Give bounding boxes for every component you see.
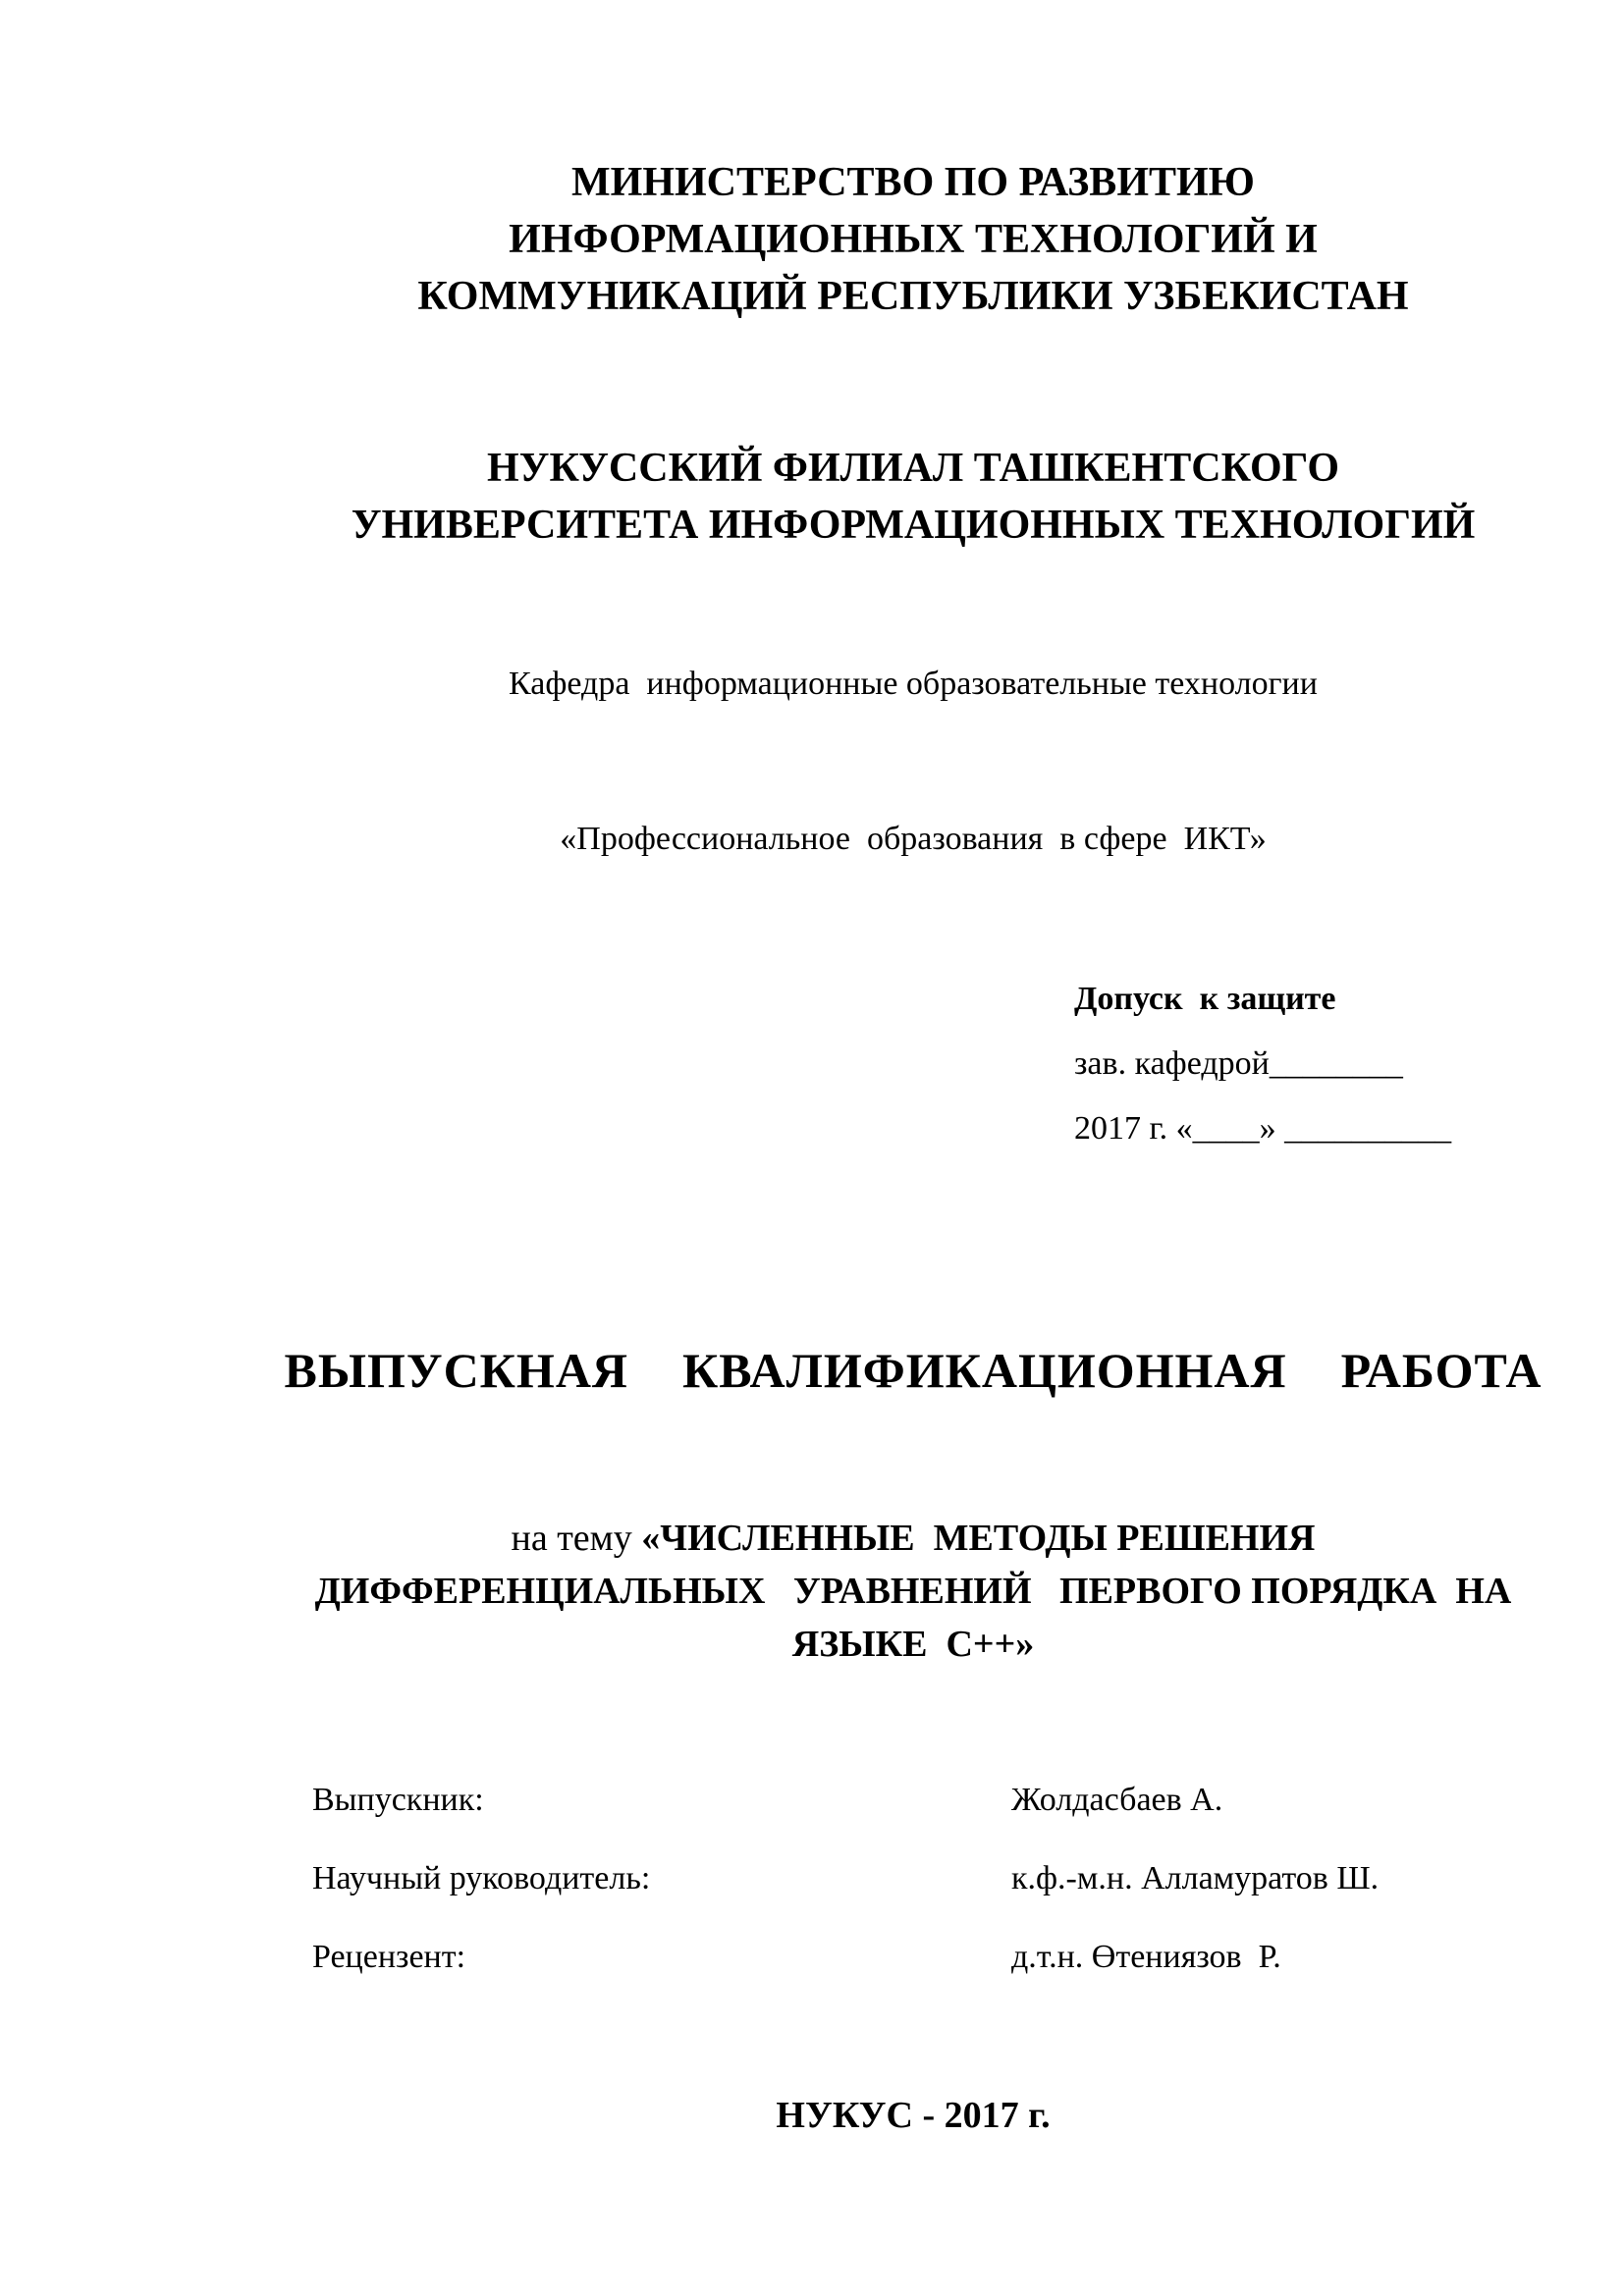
branch-line-2: УНИВЕРСИТЕТА ИНФОРМАЦИОННЫХ ТЕХНОЛОГИЙ <box>351 503 1476 548</box>
head-of-department-signature: зав. кафедрой________ <box>1074 1045 1403 1082</box>
graduate-label: Выпускник: <box>312 1782 484 1818</box>
reviewer-label: Рецензент: <box>312 1939 466 1975</box>
topic-line-2: ДИФФЕРЕНЦИАЛЬНЫХ УРАВНЕНИЙ ПЕРВОГО ПОРЯДКА НА <box>314 1571 1512 1612</box>
advisor-name: к.ф.-м.н. Алламуратов Ш. <box>1011 1860 1380 1896</box>
ministry-line-2: ИНФОРМАЦИОННЫХ ТЕХНОЛОГИЙ И <box>509 217 1318 262</box>
thesis-topic <box>226 1512 1600 1671</box>
topic-line-1 <box>226 1512 1600 1565</box>
approval-date-line: 2017 г. «____» __________ <box>1074 1110 1452 1147</box>
ministry-heading <box>295 154 1532 325</box>
topic-line-3: ЯЗЫКЕ С++» <box>791 1624 1035 1665</box>
specialty-name: «Профессиональное образования в сфере ИКТ» <box>560 821 1267 857</box>
ministry-line-1: МИНИСТЕРСТВО ПО РАЗВИТИЮ <box>571 160 1255 205</box>
approval-heading: Допуск к защите <box>1074 981 1336 1017</box>
graduate-name: Жолдасбаев А. <box>1011 1782 1223 1818</box>
advisor-label: Научный руководитель: <box>312 1860 651 1896</box>
topic-prefix: на тему <box>511 1518 642 1559</box>
branch-line-1: НУКУССКИЙ ФИЛИАЛ ТАШКЕНТСКОГО <box>487 446 1339 491</box>
ministry-line-3: КОММУНИКАЦИЙ РЕСПУБЛИКИ УЗБЕКИСТАН <box>417 274 1409 319</box>
branch-heading <box>245 440 1581 554</box>
topic-line-1-text: «ЧИСЛЕННЫЕ МЕТОДЫ РЕШЕНИЯ <box>641 1518 1316 1559</box>
city-year: НУКУС - 2017 г. <box>776 2095 1051 2136</box>
approval-block <box>1074 967 1585 1161</box>
department-name: Кафедра информационные образовательные технологии <box>509 666 1318 702</box>
reviewer-name: д.т.н. Өтениязов Р. <box>1011 1939 1281 1975</box>
work-title: ВЫПУСКНАЯ КВАЛИФИКАЦИОННАЯ РАБОТА <box>284 1343 1543 1398</box>
